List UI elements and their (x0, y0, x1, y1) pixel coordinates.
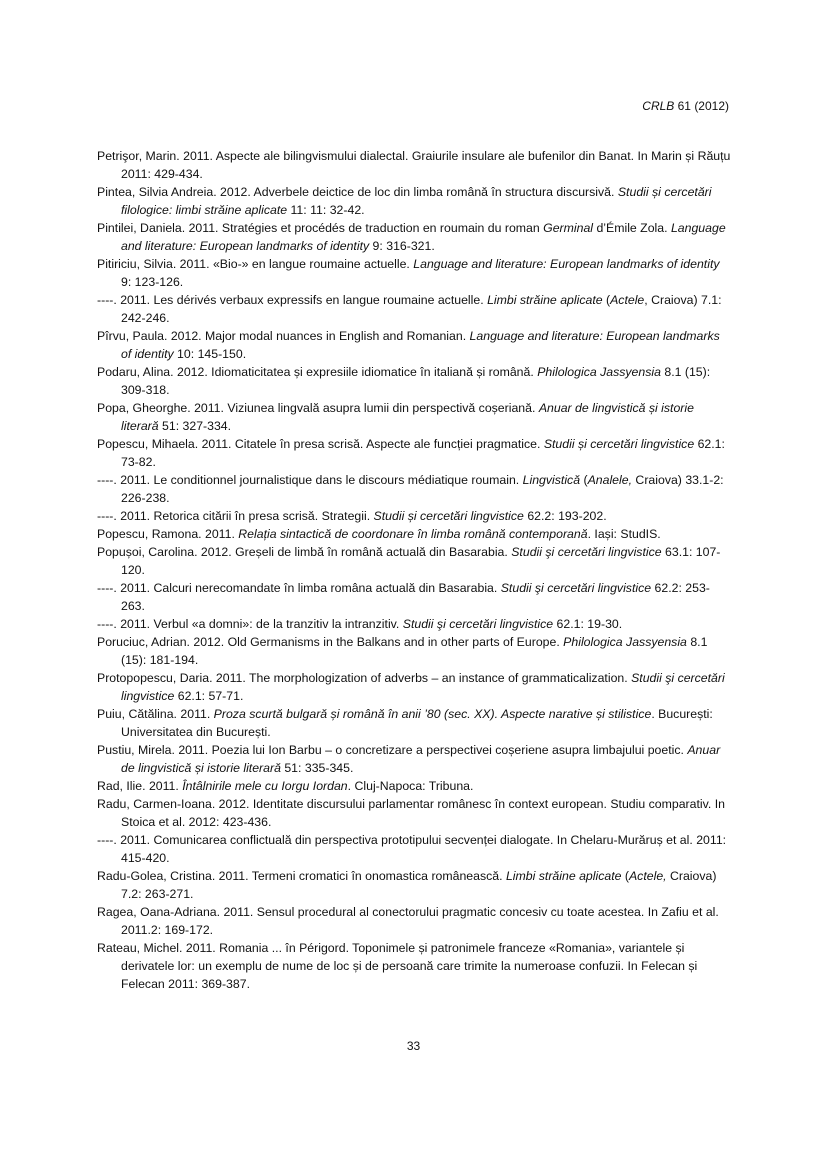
reference-text: Pitiriciu, Silvia. 2011. «Bio-» en langue roumaine actuelle. (97, 257, 414, 271)
reference-entry (97, 831, 731, 867)
reference-entry (97, 471, 731, 507)
reference-text: ( (621, 869, 629, 883)
reference-title-italic: Studii şi cercetări lingvistice (500, 581, 652, 595)
reference-entry (97, 903, 731, 939)
reference-entry (97, 543, 731, 579)
reference-entry (97, 615, 731, 633)
reference-title-italic: Language and literature: European landmarks of identity (121, 329, 720, 361)
reference-text: 51: 335-345. (280, 761, 354, 775)
reference-text: , Craiova) 7.1: 242-246. (121, 293, 722, 325)
reference-text: Protopopescu, Daria. 2011. The morphologization of adverbs – an instance of grammaticalization. (97, 671, 632, 685)
reference-text: Popescu, Ramona. 2011. (97, 527, 239, 541)
reference-text: ----. 2011. Retorica citării în presa scrisă. Strategii. (97, 509, 374, 523)
reference-text: 62.1: 57-71. (174, 689, 244, 703)
reference-title-italic: Studii şi cercetări lingvistice (402, 617, 554, 631)
reference-entry (97, 669, 731, 705)
reference-text: 51: 327-334. (158, 419, 232, 433)
reference-entry (97, 777, 731, 795)
reference-entry (97, 741, 731, 777)
reference-title-italic: Germinal (543, 221, 594, 235)
reference-text: ( (602, 293, 611, 307)
reference-text: Pustiu, Mirela. 2011. Poezia lui Ion Barbu – o concretizare a perspectivei coșeriene asupra limbajului poetic. (97, 743, 688, 757)
reference-entry (97, 795, 731, 831)
reference-entry (97, 255, 731, 291)
reference-text: 8.1 (15): 309-318. (121, 365, 711, 397)
reference-text: 63.1: 107-120. (121, 545, 721, 577)
reference-text: . Iași: StudIS. (587, 527, 661, 541)
reference-title-italic: Actele (610, 293, 645, 307)
reference-entry (97, 867, 731, 903)
reference-entry (97, 399, 731, 435)
reference-text: ----. 2011. Verbul «a domni»: de la tranzitiv la intranzitiv. (97, 617, 403, 631)
reference-title-italic: Analele, (587, 473, 633, 487)
reference-text: 9: 123-126. (121, 275, 184, 289)
reference-title-italic: Studii și cercetări filologice: limbi străine aplicate (121, 185, 712, 217)
reference-text: Rad, Ilie. 2011. (97, 779, 183, 793)
reference-entry (97, 147, 731, 183)
reference-title-italic: Language and literature: European landmarks of identity (121, 221, 726, 253)
reference-text: Craiova) 7.2: 263-271. (121, 869, 717, 901)
reference-text: Pintilei, Daniela. 2011. Stratégies et procédés de traduction en roumain du roman (97, 221, 544, 235)
reference-title-italic: Limbi străine aplicate (505, 869, 622, 883)
reference-title-italic: Anuar de lingvistică și istorie literară (121, 401, 694, 433)
reference-title-italic: Philologica Jassyensia (563, 635, 687, 649)
reference-list (97, 147, 731, 993)
reference-text: 62.1: 73-82. (121, 437, 725, 469)
journal-abbreviation: CRLB (642, 99, 675, 113)
reference-entry (97, 939, 731, 993)
reference-title-italic: Actele, (628, 869, 667, 883)
reference-text: . București: Universitatea din București. (121, 707, 713, 739)
reference-title-italic: Limbi străine aplicate (487, 293, 603, 307)
reference-text: 8.1 (15): 181-194. (121, 635, 708, 667)
reference-title-italic: Studii și cercetări lingvistice (543, 437, 695, 451)
reference-entry (97, 579, 731, 615)
reference-text: Ragea, Oana-Adriana. 2011. Sensul procedural al conectorului pragmatic concesiv cu toate acestea. In Zafiu et al. 2011.2: 169-172. (97, 905, 719, 937)
reference-text: Popușoi, Carolina. 2012. Greșeli de limbă în română actuală din Basarabia. (97, 545, 512, 559)
journal-issue: 61 (2012) (674, 99, 729, 113)
reference-text: 9: 316-321. (369, 239, 435, 253)
reference-text: Pîrvu, Paula. 2012. Major modal nuances in English and Romanian. (97, 329, 470, 343)
reference-entry (97, 219, 731, 255)
reference-text: Puiu, Cătălina. 2011. (97, 707, 214, 721)
reference-text: Pintea, Silvia Andreia. 2012. Adverbele deictice de loc din limba română în structura discursivă. (97, 185, 618, 199)
reference-title-italic: Lingvistică (522, 473, 581, 487)
reference-text: Popa, Gheorghe. 2011. Viziunea lingvală asupra lumii din perspectivă coșeriană. (97, 401, 539, 415)
reference-text: Poruciuc, Adrian. 2012. Old Germanisms in the Balkans and in other parts of Europe. (97, 635, 564, 649)
reference-text: Radu, Carmen-Ioana. 2012. Identitate discursului parlamentar românesc în context european. Studiu comparativ. In Stoica et al. 2012: 423-436. (97, 797, 725, 829)
reference-text: Craiova) 33.1-2: 226-238. (121, 473, 724, 505)
reference-text: 10: 145-150. (173, 347, 247, 361)
reference-entry (97, 435, 731, 471)
reference-text: 11: 11: 32-42. (287, 203, 365, 217)
reference-title-italic: Relația sintactică de coordonare în limba română contemporană (238, 527, 588, 541)
reference-entry (97, 363, 731, 399)
reference-entry (97, 633, 731, 669)
reference-entry (97, 507, 731, 525)
reference-text: ----. 2011. Le conditionnel journalistique dans le discours médiatique roumain. (97, 473, 523, 487)
reference-text: ( (580, 473, 588, 487)
page-number: 33 (406, 1039, 421, 1053)
reference-title-italic: Language and literature: European landmarks of identity (413, 257, 720, 271)
reference-text: ----. 2011. Les dérivés verbaux expressifs en langue roumaine actuelle. (97, 293, 488, 307)
reference-title-italic: Studii și cercetări lingvistice (373, 509, 524, 523)
reference-entry (97, 525, 731, 543)
reference-entry (97, 705, 731, 741)
reference-entry (97, 291, 731, 327)
reference-text: Radu-Golea, Cristina. 2011. Termeni cromatici în onomastica românească. (97, 869, 506, 883)
reference-text: 62.2: 253-263. (121, 581, 710, 613)
reference-text: Popescu, Mihaela. 2011. Citatele în presa scrisă. Aspecte ale funcției pragmatice. (97, 437, 544, 451)
reference-text: Petrişor, Marin. 2011. Aspecte ale bilingvismului dialectal. Graiurile insulare ale bufenilor din Banat. In Marin și Răuțu 2011: 429-434. (97, 149, 731, 181)
reference-title-italic: Studii şi cercetări lingvistice (121, 671, 725, 703)
reference-text: . Cluj-Napoca: Tribuna. (347, 779, 474, 793)
running-header (642, 97, 729, 115)
reference-title-italic: Întâlnirile mele cu Iorgu Iordan (182, 779, 348, 793)
reference-text: Rateau, Michel. 2011. Romania ... în Périgord. Toponimele și patronimele franceze «Romania», variantele și derivatele lor: un exemplu de nume de loc și de persoană care trimite la numeroase confuzii. In Felecan și Felecan 2011: 369-387. (97, 941, 698, 991)
reference-text: ----. 2011. Comunicarea conflictuală din perspectiva prototipului secvenței dialogate. In Chelaru-Murăruș et al. 2011: 415-420. (97, 833, 727, 865)
reference-title-italic: Studii şi cercetări lingvistice (511, 545, 662, 559)
reference-title-italic: Proza scurtă bulgară și română în anii ’80 (sec. XX). Aspecte narative și stilistice (213, 707, 652, 721)
reference-title-italic: Philologica Jassyensia (537, 365, 661, 379)
reference-text: ----. 2011. Calcuri nerecomandate în limba româna actuală din Basarabia. (97, 581, 501, 595)
reference-title-italic: Anuar de lingvistică și istorie literară (121, 743, 721, 775)
reference-text: Podaru, Alina. 2012. Idiomaticitatea și expresiile idiomatice în italiană și română. (97, 365, 538, 379)
reference-entry (97, 327, 731, 363)
reference-text: d’Émile Zola. (593, 221, 671, 235)
reference-text: 62.2: 193-202. (523, 509, 607, 523)
reference-entry (97, 183, 731, 219)
reference-text: 62.1: 19-30. (553, 617, 623, 631)
